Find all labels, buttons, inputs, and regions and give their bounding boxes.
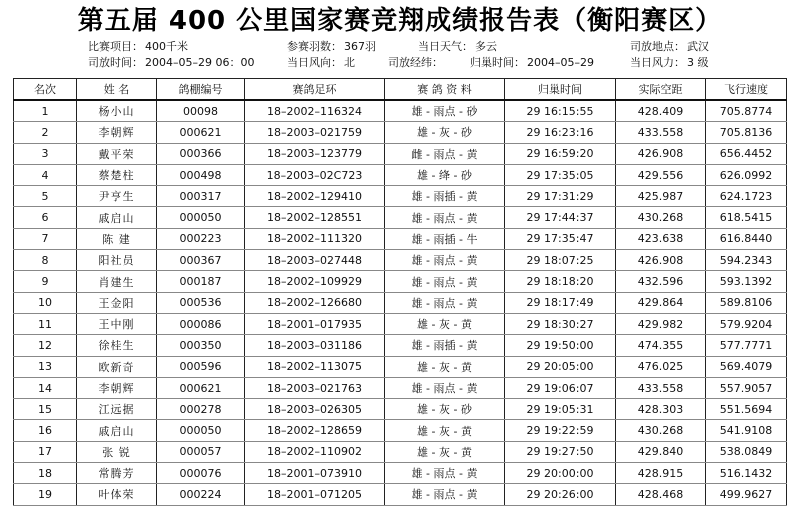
cell-rank: 11	[14, 313, 77, 334]
cell-speed: 624.1723	[706, 186, 787, 207]
cell-pigeon-info: 雄 - 雨点 - 黄	[385, 463, 505, 484]
cell-return-time: 29 19:50:00	[505, 335, 616, 356]
cell-name: 戴平荣	[77, 143, 157, 164]
header-distance: 实际空距	[616, 79, 706, 101]
table-row	[14, 186, 787, 207]
cell-loft-number: 000076	[157, 463, 245, 484]
cell-pigeon-info: 雌 - 雨点 - 黄	[385, 143, 505, 164]
table-row	[14, 271, 787, 292]
cell-return-time: 29 18:18:20	[505, 271, 616, 292]
return-time-field	[470, 56, 594, 70]
return-time-value: 2004–05–29	[527, 56, 594, 69]
cell-distance: 428.303	[616, 399, 706, 420]
cell-loft-number: 000621	[157, 122, 245, 143]
cell-ring-number: 18–2003–027448	[245, 250, 385, 271]
cell-distance: 428.468	[616, 484, 706, 505]
cell-pigeon-info: 雄 - 雨点 - 黄	[385, 292, 505, 313]
cell-loft-number: 000367	[157, 250, 245, 271]
cell-loft-number: 000498	[157, 164, 245, 185]
cell-loft-number: 000350	[157, 335, 245, 356]
cell-speed: 551.5694	[706, 399, 787, 420]
weather-field	[418, 40, 497, 54]
cell-loft-number: 000057	[157, 441, 245, 462]
cell-name: 江远据	[77, 399, 157, 420]
cell-rank: 15	[14, 399, 77, 420]
cell-rank: 7	[14, 228, 77, 249]
cell-distance: 428.409	[616, 100, 706, 122]
cell-rank: 6	[14, 207, 77, 228]
wind-force-field	[630, 56, 709, 70]
entries-field	[287, 40, 376, 54]
header-speed: 飞行速度	[706, 79, 787, 101]
cell-return-time: 29 19:06:07	[505, 377, 616, 398]
table-row	[14, 228, 787, 249]
cell-ring-number: 18–2001–071205	[245, 484, 385, 505]
cell-distance: 429.556	[616, 164, 706, 185]
cell-ring-number: 18–2002–128659	[245, 420, 385, 441]
cell-speed: 656.4452	[706, 143, 787, 164]
weather-value: 多云	[475, 40, 497, 53]
cell-loft-number: 000187	[157, 271, 245, 292]
wind-force-value: 3 级	[687, 56, 709, 69]
event-value: 400千米	[145, 40, 188, 53]
cell-pigeon-info: 雄 - 灰 - 砂	[385, 122, 505, 143]
cell-speed: 569.4079	[706, 356, 787, 377]
cell-speed: 705.8136	[706, 122, 787, 143]
cell-ring-number: 18–2002–126680	[245, 292, 385, 313]
cell-name: 李朝辉	[77, 377, 157, 398]
weather-label: 当日天气：	[418, 40, 473, 53]
table-row	[14, 441, 787, 462]
cell-rank: 12	[14, 335, 77, 356]
cell-return-time: 29 18:30:27	[505, 313, 616, 334]
cell-pigeon-info: 雄 - 雨插 - 黄	[385, 186, 505, 207]
cell-loft-number: 000317	[157, 186, 245, 207]
cell-distance: 433.558	[616, 377, 706, 398]
cell-return-time: 29 16:23:16	[505, 122, 616, 143]
cell-speed: 618.5415	[706, 207, 787, 228]
cell-return-time: 29 20:26:00	[505, 484, 616, 505]
cell-return-time: 29 19:27:50	[505, 441, 616, 462]
cell-speed: 594.2343	[706, 250, 787, 271]
cell-name: 欧新奇	[77, 356, 157, 377]
cell-name: 常腾芳	[77, 463, 157, 484]
cell-ring-number: 18–2003–123779	[245, 143, 385, 164]
cell-ring-number: 18–2003–021763	[245, 377, 385, 398]
cell-pigeon-info: 雄 - 雨点 - 黄	[385, 250, 505, 271]
table-row	[14, 356, 787, 377]
cell-name: 王中刚	[77, 313, 157, 334]
cell-rank: 18	[14, 463, 77, 484]
cell-rank: 8	[14, 250, 77, 271]
release-time-field	[88, 56, 254, 70]
cell-name: 徐桂生	[77, 335, 157, 356]
cell-loft-number: 000223	[157, 228, 245, 249]
cell-distance: 425.987	[616, 186, 706, 207]
cell-distance: 428.915	[616, 463, 706, 484]
cell-name: 蔡楚柱	[77, 164, 157, 185]
cell-loft-number: 000278	[157, 399, 245, 420]
cell-distance: 429.840	[616, 441, 706, 462]
cell-name: 杨小山	[77, 100, 157, 122]
cell-name: 李朝辉	[77, 122, 157, 143]
event-label: 比赛项目：	[88, 40, 143, 53]
cell-ring-number: 18–2001–017935	[245, 313, 385, 334]
cell-name: 肖建生	[77, 271, 157, 292]
results-table	[13, 78, 787, 506]
cell-name: 尹亨生	[77, 186, 157, 207]
cell-return-time: 29 19:05:31	[505, 399, 616, 420]
cell-pigeon-info: 雄 - 灰 - 砂	[385, 399, 505, 420]
cell-pigeon-info: 雄 - 雨点 - 黄	[385, 484, 505, 505]
wind-direction-value: 北	[344, 56, 355, 69]
cell-loft-number: 000621	[157, 377, 245, 398]
cell-ring-number: 18–2001–073910	[245, 463, 385, 484]
cell-distance: 433.558	[616, 122, 706, 143]
cell-speed: 499.9627	[706, 484, 787, 505]
cell-distance: 430.268	[616, 207, 706, 228]
wind-direction-label: 当日风向：	[287, 56, 342, 69]
cell-ring-number: 18–2002–111320	[245, 228, 385, 249]
cell-name: 张 锐	[77, 441, 157, 462]
table-row	[14, 143, 787, 164]
cell-rank: 2	[14, 122, 77, 143]
cell-pigeon-info: 雄 - 雨点 - 砂	[385, 100, 505, 122]
cell-rank: 17	[14, 441, 77, 462]
release-place-value: 武汉	[687, 40, 709, 53]
cell-speed: 589.8106	[706, 292, 787, 313]
cell-return-time: 29 20:05:00	[505, 356, 616, 377]
cell-pigeon-info: 雄 - 灰 - 黄	[385, 441, 505, 462]
cell-distance: 429.864	[616, 292, 706, 313]
cell-loft-number: 000366	[157, 143, 245, 164]
cell-loft-number: 000596	[157, 356, 245, 377]
cell-speed: 579.9204	[706, 313, 787, 334]
cell-rank: 10	[14, 292, 77, 313]
cell-ring-number: 18–2003–026305	[245, 399, 385, 420]
cell-ring-number: 18–2003–02C723	[245, 164, 385, 185]
cell-pigeon-info: 雄 - 灰 - 黄	[385, 356, 505, 377]
cell-speed: 577.7771	[706, 335, 787, 356]
cell-distance: 426.908	[616, 143, 706, 164]
cell-speed: 616.8440	[706, 228, 787, 249]
release-coordinates-label: 司放经纬：	[388, 56, 443, 69]
cell-return-time: 29 17:35:05	[505, 164, 616, 185]
cell-name: 叶体荣	[77, 484, 157, 505]
table-header-row	[14, 79, 787, 101]
cell-return-time: 29 17:31:29	[505, 186, 616, 207]
table-row	[14, 463, 787, 484]
release-place-field	[630, 40, 709, 54]
cell-pigeon-info: 雄 - 雨插 - 牛	[385, 228, 505, 249]
cell-pigeon-info: 雄 - 雨点 - 黄	[385, 377, 505, 398]
cell-return-time: 29 18:07:25	[505, 250, 616, 271]
cell-ring-number: 18–2002–128551	[245, 207, 385, 228]
cell-distance: 476.025	[616, 356, 706, 377]
cell-rank: 5	[14, 186, 77, 207]
wind-force-label: 当日风力：	[630, 56, 685, 69]
table-row	[14, 420, 787, 441]
cell-pigeon-info: 雄 - 灰 - 黄	[385, 420, 505, 441]
cell-return-time: 29 17:44:37	[505, 207, 616, 228]
cell-ring-number: 18–2002–110902	[245, 441, 385, 462]
release-time-label: 司放时间：	[88, 56, 143, 69]
cell-pigeon-info: 雄 - 雨点 - 黄	[385, 207, 505, 228]
table-row	[14, 122, 787, 143]
cell-speed: 538.0849	[706, 441, 787, 462]
cell-pigeon-info: 雄 - 绛 - 砂	[385, 164, 505, 185]
cell-distance: 426.908	[616, 250, 706, 271]
cell-distance: 474.355	[616, 335, 706, 356]
cell-distance: 423.638	[616, 228, 706, 249]
table-row	[14, 164, 787, 185]
cell-pigeon-info: 雄 - 雨点 - 黄	[385, 271, 505, 292]
table-row	[14, 250, 787, 271]
cell-loft-number: 000224	[157, 484, 245, 505]
cell-name: 王金阳	[77, 292, 157, 313]
table-row	[14, 207, 787, 228]
table-row	[14, 377, 787, 398]
release-place-label: 司放地点：	[630, 40, 685, 53]
cell-name: 阳社员	[77, 250, 157, 271]
cell-pigeon-info: 雄 - 雨插 - 黄	[385, 335, 505, 356]
entries-label: 参赛羽数：	[287, 40, 342, 53]
cell-loft-number: 000086	[157, 313, 245, 334]
cell-rank: 13	[14, 356, 77, 377]
report-title: 第五届 400 公里国家赛竞翔成绩报告表（衡阳赛区）	[77, 6, 723, 36]
table-row	[14, 100, 787, 122]
cell-rank: 9	[14, 271, 77, 292]
header-pigeon-info: 赛 鸽 资 料	[385, 79, 505, 101]
header-loft-number: 鸽棚编号	[157, 79, 245, 101]
header-rank: 名次	[14, 79, 77, 101]
cell-distance: 429.982	[616, 313, 706, 334]
cell-return-time: 29 16:15:55	[505, 100, 616, 122]
cell-loft-number: 000050	[157, 207, 245, 228]
cell-loft-number: 000050	[157, 420, 245, 441]
cell-speed: 557.9057	[706, 377, 787, 398]
cell-rank: 19	[14, 484, 77, 505]
cell-ring-number: 18–2002–113075	[245, 356, 385, 377]
cell-return-time: 29 20:00:00	[505, 463, 616, 484]
cell-return-time: 29 17:35:47	[505, 228, 616, 249]
cell-return-time: 29 18:17:49	[505, 292, 616, 313]
cell-distance: 430.268	[616, 420, 706, 441]
cell-rank: 16	[14, 420, 77, 441]
cell-speed: 516.1432	[706, 463, 787, 484]
table-row	[14, 313, 787, 334]
header-name: 姓 名	[77, 79, 157, 101]
entries-value: 367羽	[344, 40, 376, 53]
header-ring-number: 赛鸽足环	[245, 79, 385, 101]
cell-return-time: 29 16:59:20	[505, 143, 616, 164]
cell-loft-number: 00098	[157, 100, 245, 122]
cell-pigeon-info: 雄 - 灰 - 黄	[385, 313, 505, 334]
cell-speed: 593.1392	[706, 271, 787, 292]
wind-direction-field	[287, 56, 355, 70]
cell-rank: 3	[14, 143, 77, 164]
cell-rank: 14	[14, 377, 77, 398]
cell-ring-number: 18–2003–021759	[245, 122, 385, 143]
cell-return-time: 29 19:22:59	[505, 420, 616, 441]
results-body	[14, 100, 787, 505]
return-time-label: 归巢时间：	[470, 56, 525, 69]
event-field	[88, 40, 188, 54]
header-return-time: 归巢时间	[505, 79, 616, 101]
table-row	[14, 292, 787, 313]
cell-distance: 432.596	[616, 271, 706, 292]
cell-speed: 705.8774	[706, 100, 787, 122]
table-row	[14, 399, 787, 420]
release-time-value: 2004–05–29 06：00	[145, 56, 255, 69]
cell-ring-number: 18–2003–031186	[245, 335, 385, 356]
cell-ring-number: 18–2002–116324	[245, 100, 385, 122]
table-row	[14, 335, 787, 356]
cell-ring-number: 18–2002–129410	[245, 186, 385, 207]
cell-name: 戚启山	[77, 420, 157, 441]
cell-speed: 626.0992	[706, 164, 787, 185]
cell-loft-number: 000536	[157, 292, 245, 313]
cell-speed: 541.9108	[706, 420, 787, 441]
cell-name: 戚启山	[77, 207, 157, 228]
cell-name: 陈 建	[77, 228, 157, 249]
cell-rank: 1	[14, 100, 77, 122]
cell-rank: 4	[14, 164, 77, 185]
release-coordinates-field	[388, 56, 443, 70]
cell-ring-number: 18–2002–109929	[245, 271, 385, 292]
